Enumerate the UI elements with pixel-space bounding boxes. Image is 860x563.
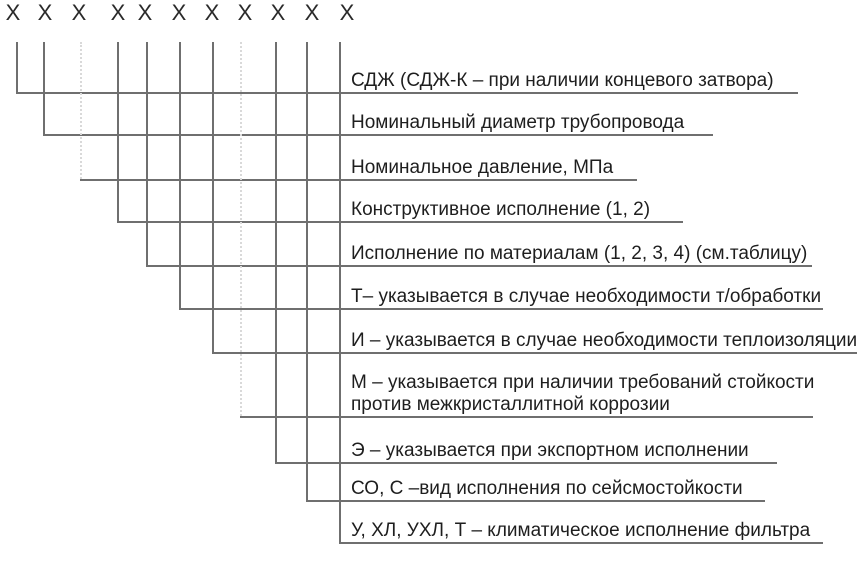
- connector-underline-3: [80, 179, 637, 181]
- connector-underline-9: [275, 462, 777, 464]
- connector-vertical-8: [240, 42, 242, 416]
- connector-vertical-3: [80, 42, 82, 179]
- connector-underline-7: [212, 352, 857, 354]
- row-label-8-line1: М – указывается при наличии требований стойкости: [351, 372, 815, 393]
- connector-underline-2: [43, 134, 713, 136]
- connector-underline-10: [306, 500, 765, 502]
- connector-underline-5: [146, 265, 812, 267]
- code-placeholder-x-7: X: [204, 0, 220, 25]
- row-label-1-line1: СДЖ (СДЖ-К – при наличии концевого затвора): [351, 70, 774, 91]
- code-placeholder-x-3: X: [71, 0, 87, 25]
- connector-vertical-10: [306, 42, 308, 500]
- connector-underline-11: [339, 542, 823, 544]
- code-placeholder-x-5: X: [137, 0, 153, 25]
- row-label-9: [351, 440, 749, 462]
- row-label-11-line1: У, ХЛ, УХЛ, Т – климатическое исполнение фильтра: [351, 520, 811, 541]
- row-label-4: [351, 199, 650, 221]
- row-label-8-line2: против межкристаллитной коррозии: [351, 394, 670, 415]
- row-label-10-line1: СО, С –вид исполнения по сейсмостойкости: [351, 478, 743, 499]
- row-label-1: [351, 70, 774, 92]
- row-label-10: [351, 478, 743, 500]
- row-label-6-line1: Т– указывается в случае необходимости т/обработки: [351, 286, 822, 307]
- code-placeholder-x-2: X: [37, 0, 53, 25]
- connector-underline-8: [240, 416, 813, 418]
- connector-underline-4: [117, 221, 683, 223]
- connector-vertical-1: [16, 42, 18, 92]
- row-label-4-line1: Конструктивное исполнение (1, 2): [351, 199, 651, 220]
- connector-underline-1: [16, 92, 798, 94]
- row-label-9-line1: Э – указывается при экспортном исполнении: [351, 440, 749, 461]
- row-label-11: [351, 520, 810, 542]
- code-placeholder-x-6: X: [171, 0, 187, 25]
- connector-vertical-9: [275, 42, 277, 462]
- row-label-8: [351, 372, 814, 416]
- row-label-3-line1: Номинальное давление, МПа: [351, 157, 614, 178]
- row-label-2-line1: Номинальный диаметр трубопровода: [351, 112, 685, 133]
- connector-vertical-6: [179, 42, 181, 308]
- row-label-7: [351, 330, 857, 352]
- code-placeholder-x-1: X: [5, 0, 21, 25]
- connector-vertical-2: [43, 42, 45, 134]
- code-placeholder-x-8: X: [237, 0, 253, 25]
- row-label-5: [351, 243, 807, 265]
- code-placeholder-x-10: X: [304, 0, 320, 25]
- connector-vertical-5: [146, 42, 148, 265]
- row-label-5-line1: Исполнение по материалам (1, 2, 3, 4) (см.таблицу): [351, 243, 808, 264]
- row-label-3: [351, 157, 613, 179]
- row-label-2: [351, 112, 684, 134]
- code-placeholder-x-11: X: [339, 0, 355, 25]
- connector-vertical-4: [117, 42, 119, 221]
- row-label-6: [351, 286, 821, 308]
- connector-vertical-7: [212, 42, 214, 352]
- connector-vertical-11: [339, 42, 341, 542]
- code-placeholder-x-4: X: [110, 0, 126, 25]
- code-placeholder-x-9: X: [270, 0, 286, 25]
- row-label-7-line1: И – указывается в случае необходимости теплоизоляции: [351, 330, 858, 351]
